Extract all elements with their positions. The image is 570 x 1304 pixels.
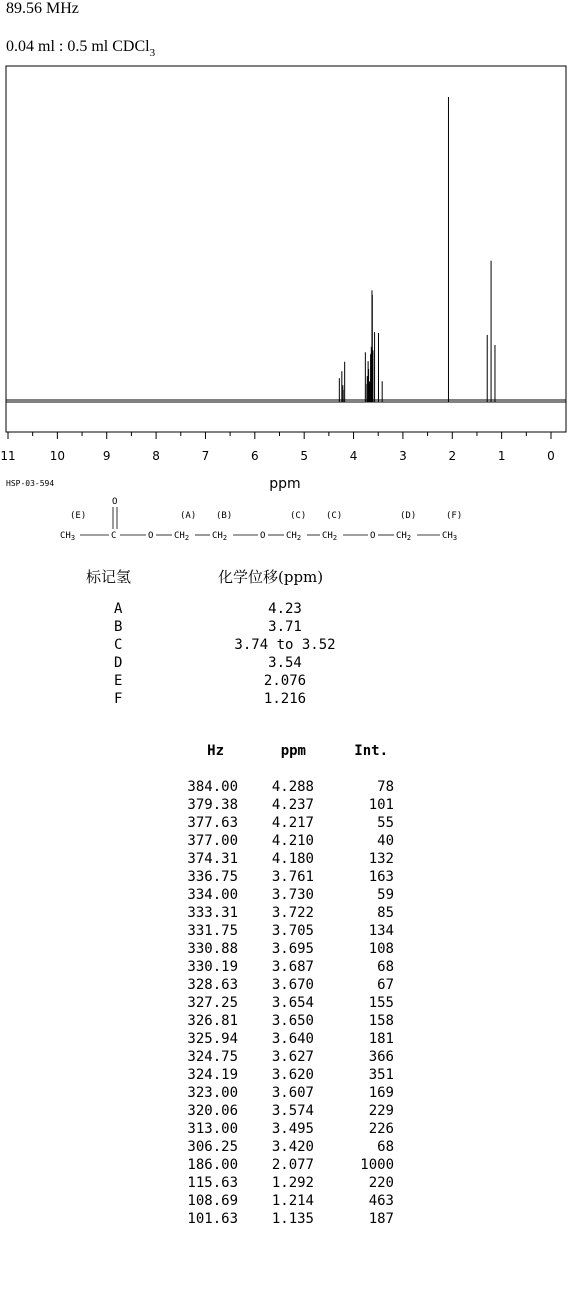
group-o-2: O xyxy=(260,531,266,541)
peak-ppm: 3.640 xyxy=(271,1031,314,1047)
peak-hz: 331.75 xyxy=(187,923,238,939)
peak-row xyxy=(166,814,406,832)
x-axis-ticks xyxy=(0,432,554,463)
assignment-shift: 3.71 xyxy=(268,619,302,635)
assignment-label: F xyxy=(114,691,123,707)
peak-ppm: 3.687 xyxy=(271,959,314,975)
x-tick-label: 2 xyxy=(448,449,457,463)
peak-header-hz: Hz xyxy=(207,743,224,759)
peak-int: 85 xyxy=(377,905,394,921)
peak-hz: 327.25 xyxy=(187,995,238,1011)
peak-row xyxy=(166,1120,406,1138)
peak-row xyxy=(166,994,406,1012)
peak-ppm: 3.495 xyxy=(271,1121,314,1137)
peak-int: 132 xyxy=(368,851,394,867)
structure-label-b: (B) xyxy=(216,511,233,521)
peak-int: 463 xyxy=(368,1193,394,1209)
peak-int: 59 xyxy=(377,887,394,903)
sample-subscript: 3 xyxy=(149,47,156,59)
assignment-shift: 2.076 xyxy=(263,673,307,689)
peak-hz: 326.81 xyxy=(187,1013,238,1029)
peak-row xyxy=(166,1048,406,1066)
peak-ppm: 3.607 xyxy=(271,1085,314,1101)
peak-hz: 115.63 xyxy=(187,1175,238,1191)
peak-int: 169 xyxy=(368,1085,394,1101)
peak-hz: 324.75 xyxy=(187,1049,238,1065)
group-c: C xyxy=(111,531,117,541)
peak-hz: 334.00 xyxy=(187,887,238,903)
peak-row xyxy=(166,1084,406,1102)
peak-ppm: 4.217 xyxy=(271,815,314,831)
assignment-row xyxy=(100,672,400,690)
peak-row xyxy=(166,778,406,796)
peak-table-rows xyxy=(166,778,406,1228)
x-tick-label: 7 xyxy=(201,449,210,463)
peak-int: 366 xyxy=(368,1049,394,1065)
assignment-header-label: 标记氢 xyxy=(86,568,132,586)
peak-int: 1000 xyxy=(360,1157,394,1173)
peak-table-header xyxy=(166,742,406,778)
assignment-table xyxy=(100,600,400,708)
peak-header-ppm: ppm xyxy=(280,743,306,759)
peak-ppm: 3.761 xyxy=(271,869,314,885)
peak-row xyxy=(166,1102,406,1120)
assignment-shift: 3.54 xyxy=(268,655,302,671)
structure-label-d: (D) xyxy=(400,511,417,521)
peak-int: 220 xyxy=(368,1175,394,1191)
peak-ppm: 1.214 xyxy=(271,1193,314,1209)
peak-int: 134 xyxy=(368,923,394,939)
peak-hz: 333.31 xyxy=(187,905,238,921)
peak-ppm: 4.237 xyxy=(271,797,314,813)
peak-hz: 330.19 xyxy=(187,959,238,975)
peak-hz: 306.25 xyxy=(187,1139,238,1155)
assignment-row xyxy=(100,654,400,672)
peak-ppm: 3.654 xyxy=(271,995,314,1011)
peak-int: 155 xyxy=(368,995,394,1011)
peak-ppm: 3.574 xyxy=(271,1103,314,1119)
peak-hz: 320.06 xyxy=(187,1103,238,1119)
peak-int: 55 xyxy=(377,815,394,831)
peak-table xyxy=(166,742,406,1228)
peak-int: 67 xyxy=(377,977,394,993)
group-o-3: O xyxy=(370,531,376,541)
peak-ppm: 2.077 xyxy=(271,1157,314,1173)
assignment-label: A xyxy=(114,601,123,617)
nmr-spectrum-chart xyxy=(0,62,570,498)
peak-hz: 377.63 xyxy=(187,815,238,831)
peak-int: 101 xyxy=(368,797,394,813)
peak-row xyxy=(166,1066,406,1084)
peak-int: 226 xyxy=(368,1121,394,1137)
peak-row xyxy=(166,976,406,994)
x-tick-label: 1 xyxy=(497,449,506,463)
structure-label-a: (A) xyxy=(180,511,197,521)
peak-ppm: 3.722 xyxy=(271,905,314,921)
peak-row xyxy=(166,1012,406,1030)
sample-concentration xyxy=(6,38,155,59)
assignment-row xyxy=(100,636,400,654)
peak-row xyxy=(166,868,406,886)
peak-row xyxy=(166,940,406,958)
peak-ppm: 3.420 xyxy=(271,1139,314,1155)
peak-hz: 323.00 xyxy=(187,1085,238,1101)
spectrometer-frequency: 89.56 MHz xyxy=(6,0,79,17)
x-tick-label: 9 xyxy=(102,449,111,463)
peak-row xyxy=(166,1210,406,1228)
peak-int: 158 xyxy=(368,1013,394,1029)
structure-diagram xyxy=(60,494,500,544)
peak-ppm: 1.135 xyxy=(271,1211,314,1227)
x-axis-label: ppm xyxy=(269,476,301,492)
x-tick-label: 5 xyxy=(300,449,309,463)
group-ch2-c2: $CH_2$ xyxy=(322,531,338,542)
peak-int: 108 xyxy=(368,941,394,957)
peak-hz: 325.94 xyxy=(187,1031,238,1047)
sample-concentration-text: 0.04 ml : 0.5 ml CDCl xyxy=(6,38,150,55)
assignment-header-shift: 化学位移(ppm) xyxy=(218,568,324,586)
assignment-label: C xyxy=(114,637,123,653)
structure-label-c2: (C) xyxy=(326,511,343,521)
peak-ppm: 4.210 xyxy=(271,833,314,849)
peak-int: 187 xyxy=(368,1211,394,1227)
group-ch3-f: $CH_3$ xyxy=(442,531,458,542)
peak-hz: 328.63 xyxy=(187,977,238,993)
plot-frame xyxy=(6,66,566,432)
peak-row xyxy=(166,1156,406,1174)
peak-row xyxy=(166,886,406,904)
peak-int: 78 xyxy=(377,779,394,795)
assignment-row xyxy=(100,618,400,636)
peak-row xyxy=(166,1030,406,1048)
peak-hz: 374.31 xyxy=(187,851,238,867)
group-ch2-a: $CH_2$ xyxy=(174,531,190,542)
peak-ppm: 1.292 xyxy=(271,1175,314,1191)
peak-row xyxy=(166,922,406,940)
group-ch2-b: $CH_2$ xyxy=(212,531,228,542)
peak-ppm: 3.620 xyxy=(271,1067,314,1083)
peak-row xyxy=(166,1192,406,1210)
peak-header-int: Int. xyxy=(354,743,388,759)
peak-ppm: 4.180 xyxy=(271,851,314,867)
structure-label-c1: (C) xyxy=(290,511,307,521)
peak-int: 229 xyxy=(368,1103,394,1119)
peak-row xyxy=(166,958,406,976)
group-ch3-e: $CH_3$ xyxy=(60,531,76,542)
group-ch2-c1: $CH_2$ xyxy=(286,531,302,542)
x-tick-label: 4 xyxy=(349,449,358,463)
peak-int: 351 xyxy=(368,1067,394,1083)
peak-hz: 313.00 xyxy=(187,1121,238,1137)
peak-row xyxy=(166,1138,406,1156)
group-ch2-d: $CH_2$ xyxy=(396,531,412,542)
peak-row xyxy=(166,796,406,814)
x-tick-label: 8 xyxy=(152,449,160,463)
assignment-row xyxy=(100,600,400,618)
spectrum-id: HSP-03-594 xyxy=(6,479,55,488)
peak-int: 40 xyxy=(377,833,394,849)
x-tick-label: 10 xyxy=(49,449,66,463)
peak-int: 181 xyxy=(368,1031,394,1047)
peak-hz: 186.00 xyxy=(187,1157,238,1173)
peak-hz: 377.00 xyxy=(187,833,238,849)
peak-hz: 330.88 xyxy=(187,941,238,957)
structure-label-e: (E) xyxy=(70,511,87,521)
peak-ppm: 3.730 xyxy=(271,887,314,903)
peak-int: 163 xyxy=(368,869,394,885)
assignment-label: B xyxy=(114,619,123,635)
peak-hz: 101.63 xyxy=(187,1211,238,1227)
peak-int: 68 xyxy=(377,1139,394,1155)
peak-row xyxy=(166,832,406,850)
spectrum-peaks xyxy=(339,97,495,402)
peak-ppm: 3.705 xyxy=(271,923,314,939)
peak-int: 68 xyxy=(377,959,394,975)
peak-ppm: 4.288 xyxy=(271,779,314,795)
assignment-row xyxy=(100,690,400,708)
peak-ppm: 3.650 xyxy=(271,1013,314,1029)
peak-row xyxy=(166,904,406,922)
peak-ppm: 3.695 xyxy=(271,941,314,957)
peak-hz: 384.00 xyxy=(187,779,238,795)
peak-hz: 324.19 xyxy=(187,1067,238,1083)
x-tick-label: 3 xyxy=(399,449,407,463)
assignment-shift: 4.23 xyxy=(268,601,302,617)
x-tick-label: 0 xyxy=(547,449,555,463)
carbonyl-oxygen: O xyxy=(112,497,118,507)
x-tick-label: 11 xyxy=(0,449,16,463)
assignment-label: E xyxy=(114,673,123,689)
peak-ppm: 3.627 xyxy=(271,1049,314,1065)
peak-ppm: 3.670 xyxy=(271,977,314,993)
peak-hz: 336.75 xyxy=(187,869,238,885)
peak-hz: 379.38 xyxy=(187,797,238,813)
structure-label-f: (F) xyxy=(446,511,463,521)
assignment-shift: 3.74 to 3.52 xyxy=(234,637,336,653)
assignment-label: D xyxy=(114,655,123,671)
peak-row xyxy=(166,1174,406,1192)
group-o-1: O xyxy=(148,531,154,541)
assignment-shift: 1.216 xyxy=(263,691,307,707)
peak-hz: 108.69 xyxy=(187,1193,238,1209)
x-tick-label: 6 xyxy=(250,449,259,463)
peak-row xyxy=(166,850,406,868)
